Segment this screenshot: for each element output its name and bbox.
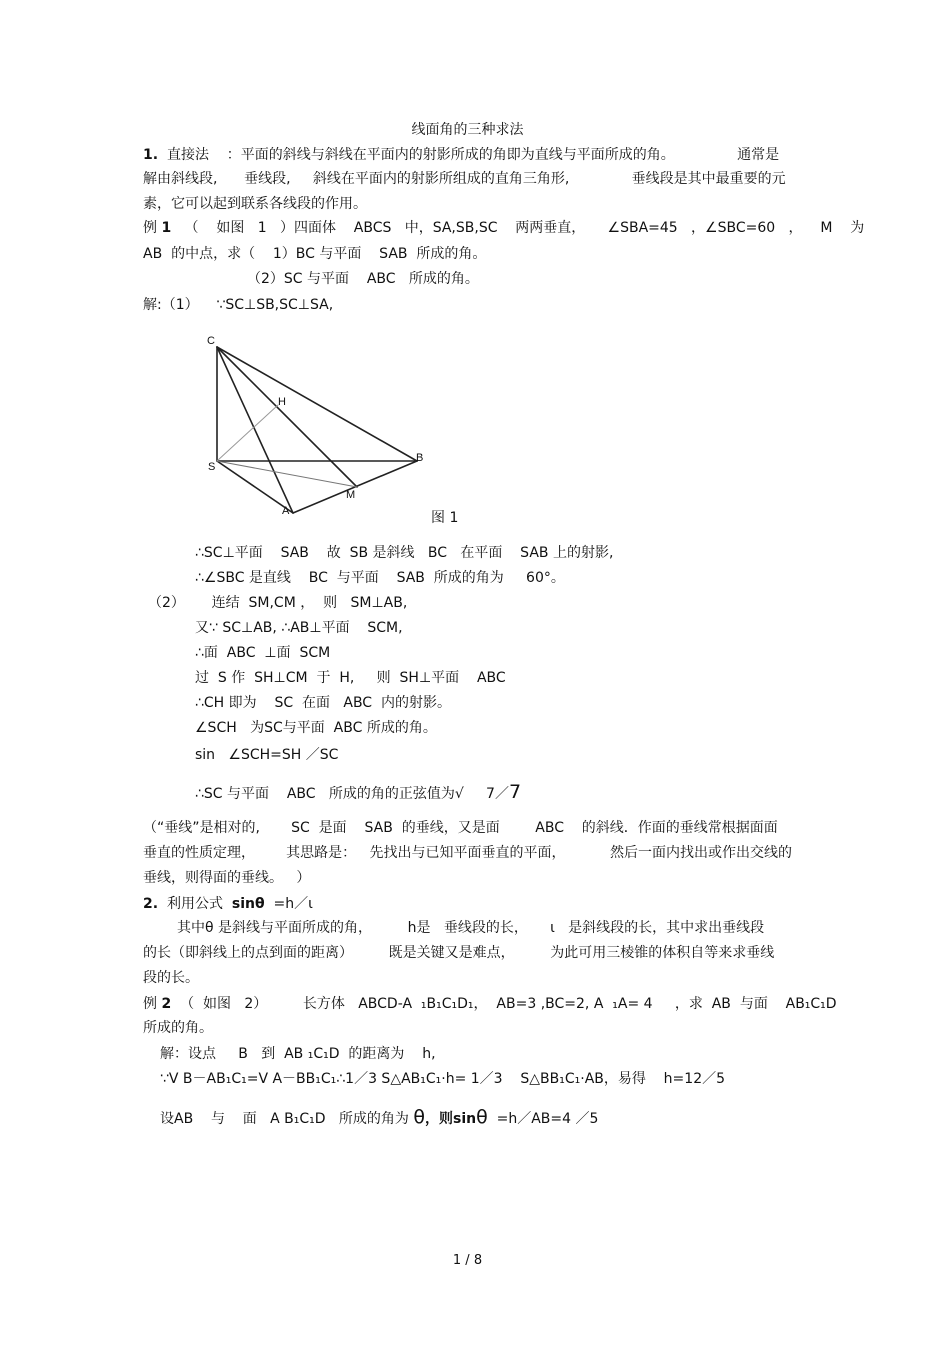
solution-line-2: ∴∠SBC 是直线 BC 与平面 SAB 所成的角为 60°。 <box>195 570 565 586</box>
solution-line-3: （2） 连结 SM,CM ， 则 SM⊥AB, <box>148 595 408 611</box>
example-1-line-1 <box>143 219 864 237</box>
example-2-sin-prefix: ，则sin <box>424 1111 477 1127</box>
section-2-number: 2. <box>143 896 159 912</box>
section-2-formula-post: =h／ι <box>264 896 313 912</box>
figure-1-caption: 图 1 <box>431 510 459 526</box>
note-line-1: （“垂线”是相对的, SC 是面 SAB 的垂线，又是面 ABC 的斜线．作面的垂线常根据面面 <box>143 820 778 836</box>
theta-symbol-1: θ <box>413 1106 425 1128</box>
edge-ca <box>217 347 293 513</box>
section-1-text: 直接法 ：平面的斜线与斜线在平面内的射影所成的角即为直线与平面所成的角。 通常是 <box>158 147 780 163</box>
example-1-line-3: （2）SC 与平面 ABC 所成的角。 <box>247 271 479 287</box>
example-2-line-5 <box>160 1108 598 1128</box>
point-label-h: H <box>278 396 286 408</box>
note-line-2: 垂直的性质定理， 其思路是： 先找出与已知平面垂直的平面， 然后一面内找出或作出交线的 <box>143 845 793 861</box>
solution-1-head: 解:（1） ∵SC⊥SB,SC⊥SA, <box>143 297 334 313</box>
example-2-angle-text: 设AB 与 面 A B₁C₁D 所成的角为 <box>160 1111 409 1127</box>
theta-symbol-2: θ <box>476 1106 488 1128</box>
example-2-label: 例 <box>143 996 157 1012</box>
edge-cb <box>217 347 417 461</box>
example-2-result: =h／AB=4 ／5 <box>487 1111 599 1127</box>
page-number: 1 / 8 <box>452 1253 483 1268</box>
solution-line-1: ∴SC⊥平面 SAB 故 SB 是斜线 BC 在平面 SAB 上的射影, <box>195 545 614 561</box>
section-2-line-3: 段的长。 <box>143 970 199 986</box>
edge-cm <box>217 347 357 487</box>
sine-value-text: ∴SC 与平面 ABC 所成的角的正弦值为√ 7／ <box>195 786 509 802</box>
example-1-text: （ 如图 1 ）四面体 ABCS 中，SA,SB,SC 两两垂直， ∠SBA=45 ，∠SBC=60 ， M 为 <box>171 220 865 236</box>
section-2-formula-pre: 利用公式 <box>158 896 232 912</box>
point-label-b: B <box>416 452 424 464</box>
solution-line-8: ∠SCH 为SC与平面 ABC 所成的角。 <box>195 720 437 736</box>
section-2-heading <box>143 895 313 913</box>
solution-line-4: 又∵ SC⊥AB, ∴AB⊥平面 SCM, <box>195 620 403 636</box>
example-2-line-4: ∵V B－AB₁C₁=V A－BB₁C₁∴1／3 S△AB₁C₁·h= 1／3 S△BB₁C₁·AB，易得 h=12／5 <box>160 1071 726 1087</box>
document-title: 线面角的三种求法 <box>411 122 524 138</box>
example-1-number: 1 <box>161 220 172 236</box>
example-2-number: 2 <box>161 996 172 1012</box>
section-1-number: 1. <box>143 147 159 163</box>
example-2-line-2: 所成的角。 <box>143 1020 213 1036</box>
solution-line-6: 过 S 作 SH⊥CM 于 H, 则 SH⊥平面 ABC <box>195 670 506 686</box>
example-2-line-3: 解：设点 B 到 AB ₁C₁D 的距离为 h, <box>160 1046 436 1062</box>
solution-line-5: ∴面 ABC ⊥面 SCM <box>195 645 331 661</box>
example-1-line-2: AB 的中点，求（ 1）BC 与平面 SAB 所成的角。 <box>143 246 487 262</box>
figure-1-tetrahedron <box>196 330 436 522</box>
point-label-m: M <box>346 489 356 501</box>
section-1-line-3: 素，它可以起到联系各线段的作用。 <box>143 196 367 212</box>
example-1-label: 例 <box>143 220 157 236</box>
point-label-a: A <box>282 505 290 517</box>
solution-line-7: ∴CH 即为 SC 在面 ABC 内的射影。 <box>195 695 451 711</box>
solution-line-9: sin ∠SCH=SH ／SC <box>195 747 339 763</box>
solution-line-10 <box>195 783 521 803</box>
section-1-line-1 <box>143 146 779 164</box>
note-line-3: 垂线，则得面的垂线。 ） <box>143 870 311 886</box>
section-2-formula-sin: sinθ <box>231 896 265 912</box>
point-label-s: S <box>208 461 216 473</box>
example-2-line-1 <box>143 995 837 1013</box>
point-label-c: C <box>207 335 215 347</box>
example-2-text: （ 如图 2） 长方体 ABCD-A ₁B₁C₁D₁， AB=3 ,BC=2, A ₁A= 4 ，求 AB 与面 AB₁C₁D <box>171 996 837 1012</box>
section-1-line-2: 解由斜线段, 垂线段, 斜线在平面内的射影所组成的直角三角形, 垂线段是其中最重要的元 <box>143 171 786 187</box>
section-2-line-1: 其中θ 是斜线与平面所成的角， h是 垂线段的长， ι 是斜线段的长，其中求出垂线段 <box>177 920 765 936</box>
sine-value-denominator: 7 <box>508 781 522 803</box>
section-2-line-2: 的长（即斜线上的点到面的距离） 既是关键又是难点， 为此可用三棱锥的体积自等来求垂线 <box>143 945 775 961</box>
